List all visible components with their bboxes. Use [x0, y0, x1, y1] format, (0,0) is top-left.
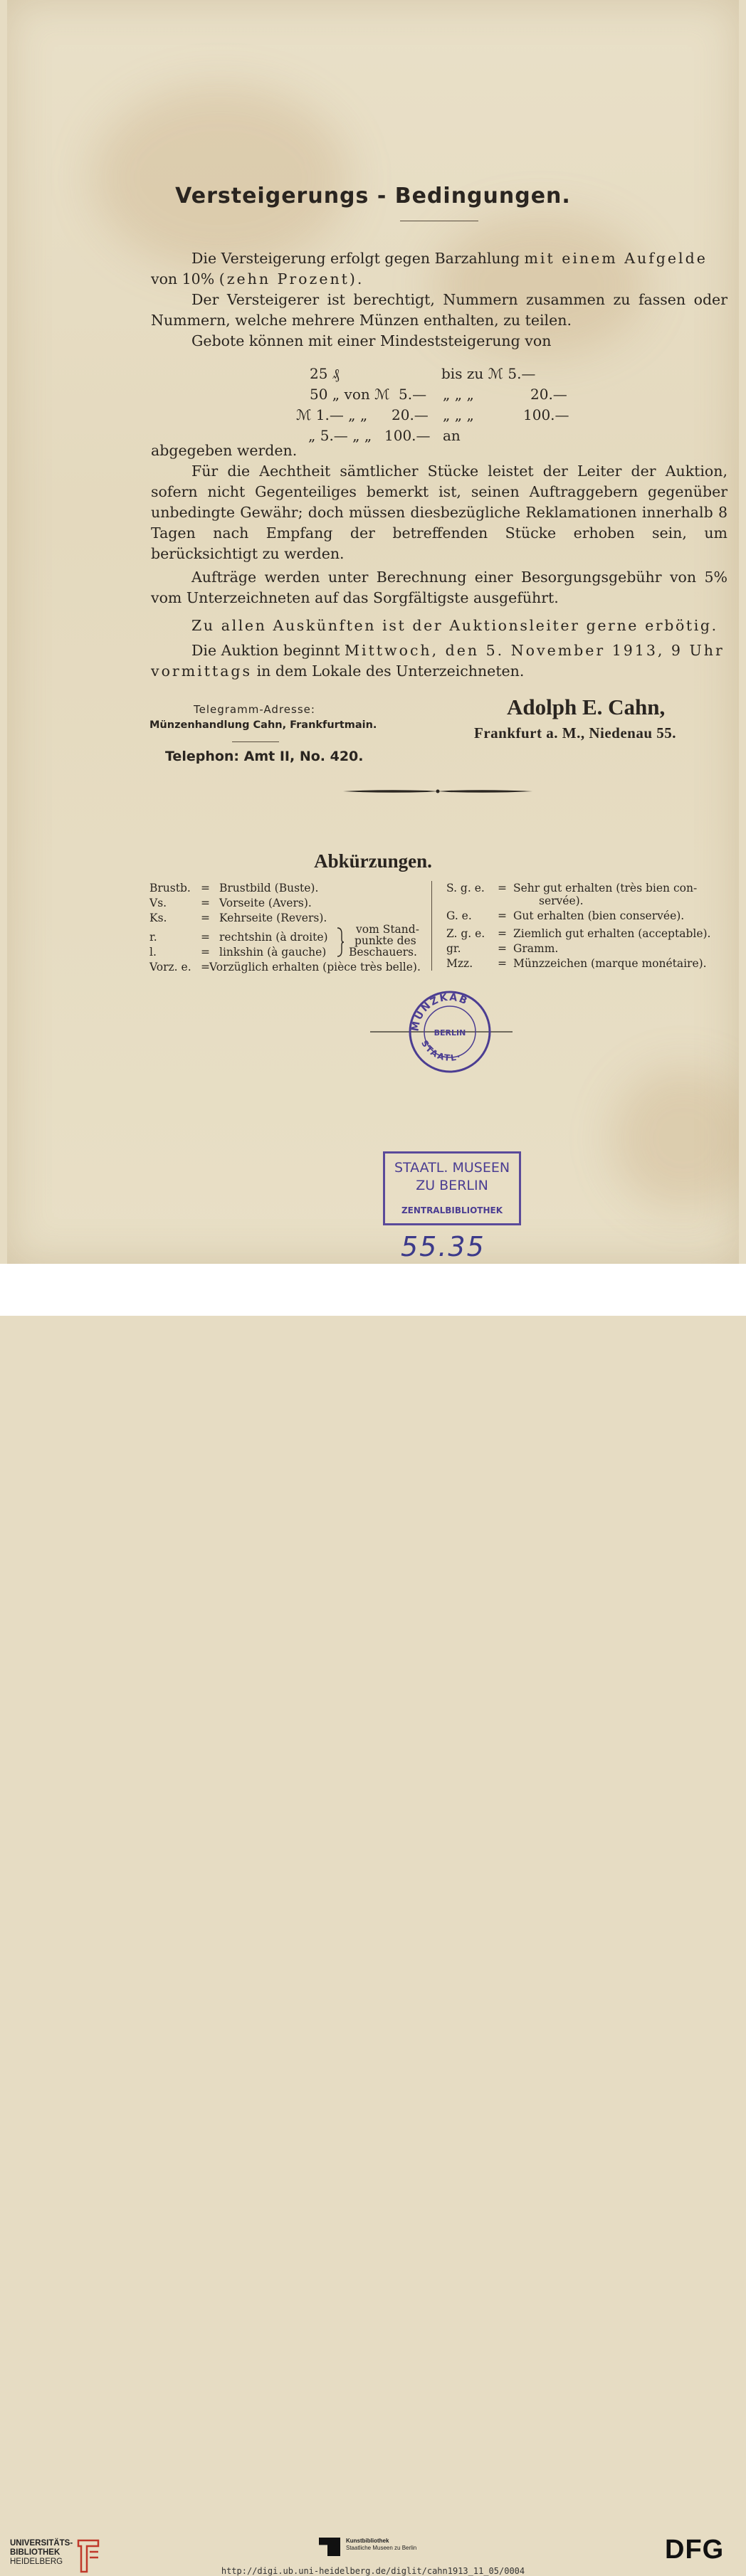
- telegram-label: Telegramm-Adresse:: [194, 703, 315, 716]
- dealer-name: Adolph E. Cahn,: [507, 695, 666, 719]
- rectangular-library-stamp: [383, 1151, 521, 1225]
- dfg-logo: DFG: [665, 2535, 725, 2565]
- bid-cell: „ 5.— „ „: [308, 427, 372, 444]
- conditions-block-2: [151, 440, 727, 682]
- abbrev-value: linkshin (à gauche): [219, 946, 327, 959]
- bid-row: [278, 405, 619, 426]
- footer-bar: [0, 1264, 746, 2576]
- abbrev-value: Gramm.: [513, 942, 559, 955]
- abbrev-key: Vorz. e.: [149, 961, 191, 973]
- paragraph-start-cont: vormittags in dem Lokale des Unterzeichneten.: [151, 663, 525, 680]
- stamp-text-center: BERLIN: [434, 1028, 466, 1038]
- stamp-line: ZU BERLIN: [416, 1178, 488, 1193]
- abbrev-column-divider: [431, 881, 432, 971]
- paragraph-bids: Gebote können mit einer Mindeststeigerung von: [191, 332, 552, 349]
- abbrev-value: Münzzeichen (marque monétaire).: [513, 957, 707, 970]
- bid-cell: 5.—: [399, 386, 427, 403]
- bid-cell: 20.—: [392, 406, 429, 423]
- abbrev-eq: =: [201, 882, 210, 894]
- stamp-text-bottom: STAATL·: [419, 1038, 463, 1063]
- paper-stain: [612, 1067, 739, 1210]
- abbrev-eq: =: [498, 927, 507, 940]
- abbrev-key: l.: [149, 946, 157, 959]
- bid-cell: 100.—: [523, 406, 569, 423]
- abbrev-key: Brustb.: [149, 882, 191, 894]
- svg-text:STAATL·: [419, 1038, 463, 1063]
- abbrev-value: Sehr gut erhalten (très bien con-: [513, 882, 698, 894]
- brace-line: punkte des: [354, 934, 416, 947]
- abbrev-eq: =: [498, 909, 507, 922]
- abbrev-key: r.: [149, 931, 157, 944]
- bid-increment-table: [278, 364, 619, 446]
- contact-divider: [232, 741, 279, 742]
- abbrev-value: rechtshin (à droite): [219, 931, 328, 944]
- bid-cell: 20.—: [530, 386, 567, 403]
- paragraph-commissions: Aufträge werden unter Berechnung einer Besorgungsgebühr von 5% vom Unterzeichneten auf das Sorgfältigste ausgeführt.: [151, 569, 727, 606]
- abbrev-value: servée).: [539, 894, 584, 907]
- paragraph-submitted: abgegeben werden.: [151, 442, 298, 459]
- bid-row: [278, 384, 619, 405]
- bid-cell: 25 ₰: [310, 365, 340, 382]
- abbrev-eq: =: [201, 946, 210, 959]
- abbrev-eq: =: [201, 961, 210, 973]
- svg-text:MÜNZKAB: [409, 992, 470, 1033]
- abbreviations-title: Abkürzungen.: [314, 850, 432, 872]
- abbrev-value: Vorzüglich erhalten (pièce très belle).: [209, 961, 421, 973]
- abbrev-eq: =: [498, 942, 507, 955]
- university-library-logo: UNIVERSITÄTS- BIBLIOTHEK HEIDELBERG: [10, 2539, 73, 2566]
- telegram-address: Münzenhandlung Cahn, Frankfurtmain.: [149, 719, 377, 731]
- kunstbibliothek-label: Kunstbibliothek Staatliche Museen zu Berlin: [346, 2538, 417, 2551]
- abbrev-eq: =: [498, 882, 507, 894]
- stamp-line: STAATL. MUSEEN: [394, 1160, 510, 1176]
- page-title: Versteigerungs - Bedingungen.: [175, 184, 571, 208]
- paragraph-info: Zu allen Auskünften ist der Auktionsleiter gerne erbötig.: [191, 617, 718, 634]
- paper-stain: [93, 85, 349, 270]
- paragraph-payment: Die Versteigerung erfolgt gegen Barzahlung mit einem Aufgelde: [191, 250, 708, 267]
- paragraph-payment-cont: von 10% (zehn Prozent).: [151, 270, 364, 287]
- telephone-number: Telephon: Amt II, No. 420.: [165, 749, 364, 764]
- abbrev-eq: =: [201, 931, 210, 944]
- bid-cell: „ „ „: [443, 386, 474, 403]
- abbrev-value: Ziemlich gut erhalten (acceptable).: [513, 927, 711, 940]
- abbrev-value: Gut erhalten (bien conservée).: [513, 909, 685, 922]
- abbrev-key: S. g. e.: [446, 882, 485, 894]
- bid-cell: bis zu ℳ 5.—: [441, 365, 536, 382]
- bid-cell: an: [443, 427, 461, 444]
- abbrev-key: Z. g. e.: [446, 927, 485, 940]
- abbrev-key: Ks.: [149, 912, 167, 924]
- brace-line: Beschauers.: [349, 946, 417, 959]
- bid-cell: „ „ „: [443, 406, 474, 423]
- ornamental-divider: [342, 787, 534, 796]
- conditions-block-1: [151, 248, 727, 352]
- source-url: http://digi.ub.uni-heidelberg.de/diglit/cahn1913_11_05/0004: [221, 2566, 525, 2576]
- bid-cell: 100.—: [384, 427, 431, 444]
- abbrev-key: Vs.: [149, 897, 167, 909]
- abbrev-eq: =: [498, 957, 507, 970]
- abbrev-value: Vorseite (Avers).: [219, 897, 312, 909]
- brace-line: vom Stand-: [356, 923, 419, 936]
- abbrev-value: Brustbild (Buste).: [219, 882, 319, 894]
- document-page: [7, 0, 739, 1264]
- abbrev-value: Kehrseite (Revers).: [219, 912, 327, 924]
- paragraph-authenticity: Für die Aechtheit sämtlicher Stücke leistet der Leiter der Auktion, sofern nicht Gegenteiliges bemerkt ist, seinen Auftraggebern gegenüber unbedingte Gewähr; doch müssen diesbezügliche Reklamationen innerhalb 8 Tagen nach Empfang der betreffenden Stücke erhoben sein, um berücksichtigt zu werden.: [151, 463, 727, 562]
- handwritten-shelfmark: 55.35: [401, 1231, 485, 1262]
- abbrev-eq: =: [201, 912, 210, 924]
- abbreviations-brace-note: [349, 924, 419, 958]
- abbrev-eq: =: [201, 897, 210, 909]
- abbrev-key: gr.: [446, 942, 461, 955]
- abbrev-key: G. e.: [446, 909, 472, 922]
- kunstbibliothek-icon: [319, 2538, 340, 2556]
- round-library-stamp: [363, 984, 520, 1077]
- bid-cell: 50 „ von ℳ: [310, 386, 390, 403]
- abbrev-key: Mzz.: [446, 957, 473, 970]
- bid-cell: ℳ 1.— „ „: [296, 406, 368, 423]
- paragraph-start: Die Auktion beginnt Mittwoch, den 5. November 1913, 9 Uhr: [191, 642, 725, 659]
- dealer-address: Frankfurt a. M., Niedenau 55.: [474, 724, 676, 741]
- paragraph-lots: Der Versteigerer ist berechtigt, Nummern zusammen zu fassen oder Nummern, welche mehrere Münzen enthalten, zu teilen.: [151, 291, 727, 329]
- brace-glyph: [336, 927, 345, 958]
- bid-row: [278, 364, 619, 384]
- stamp-line: ZENTRALBIBLIOTHEK: [401, 1205, 503, 1215]
- stamp-text-top: MÜNZKAB: [409, 991, 471, 1033]
